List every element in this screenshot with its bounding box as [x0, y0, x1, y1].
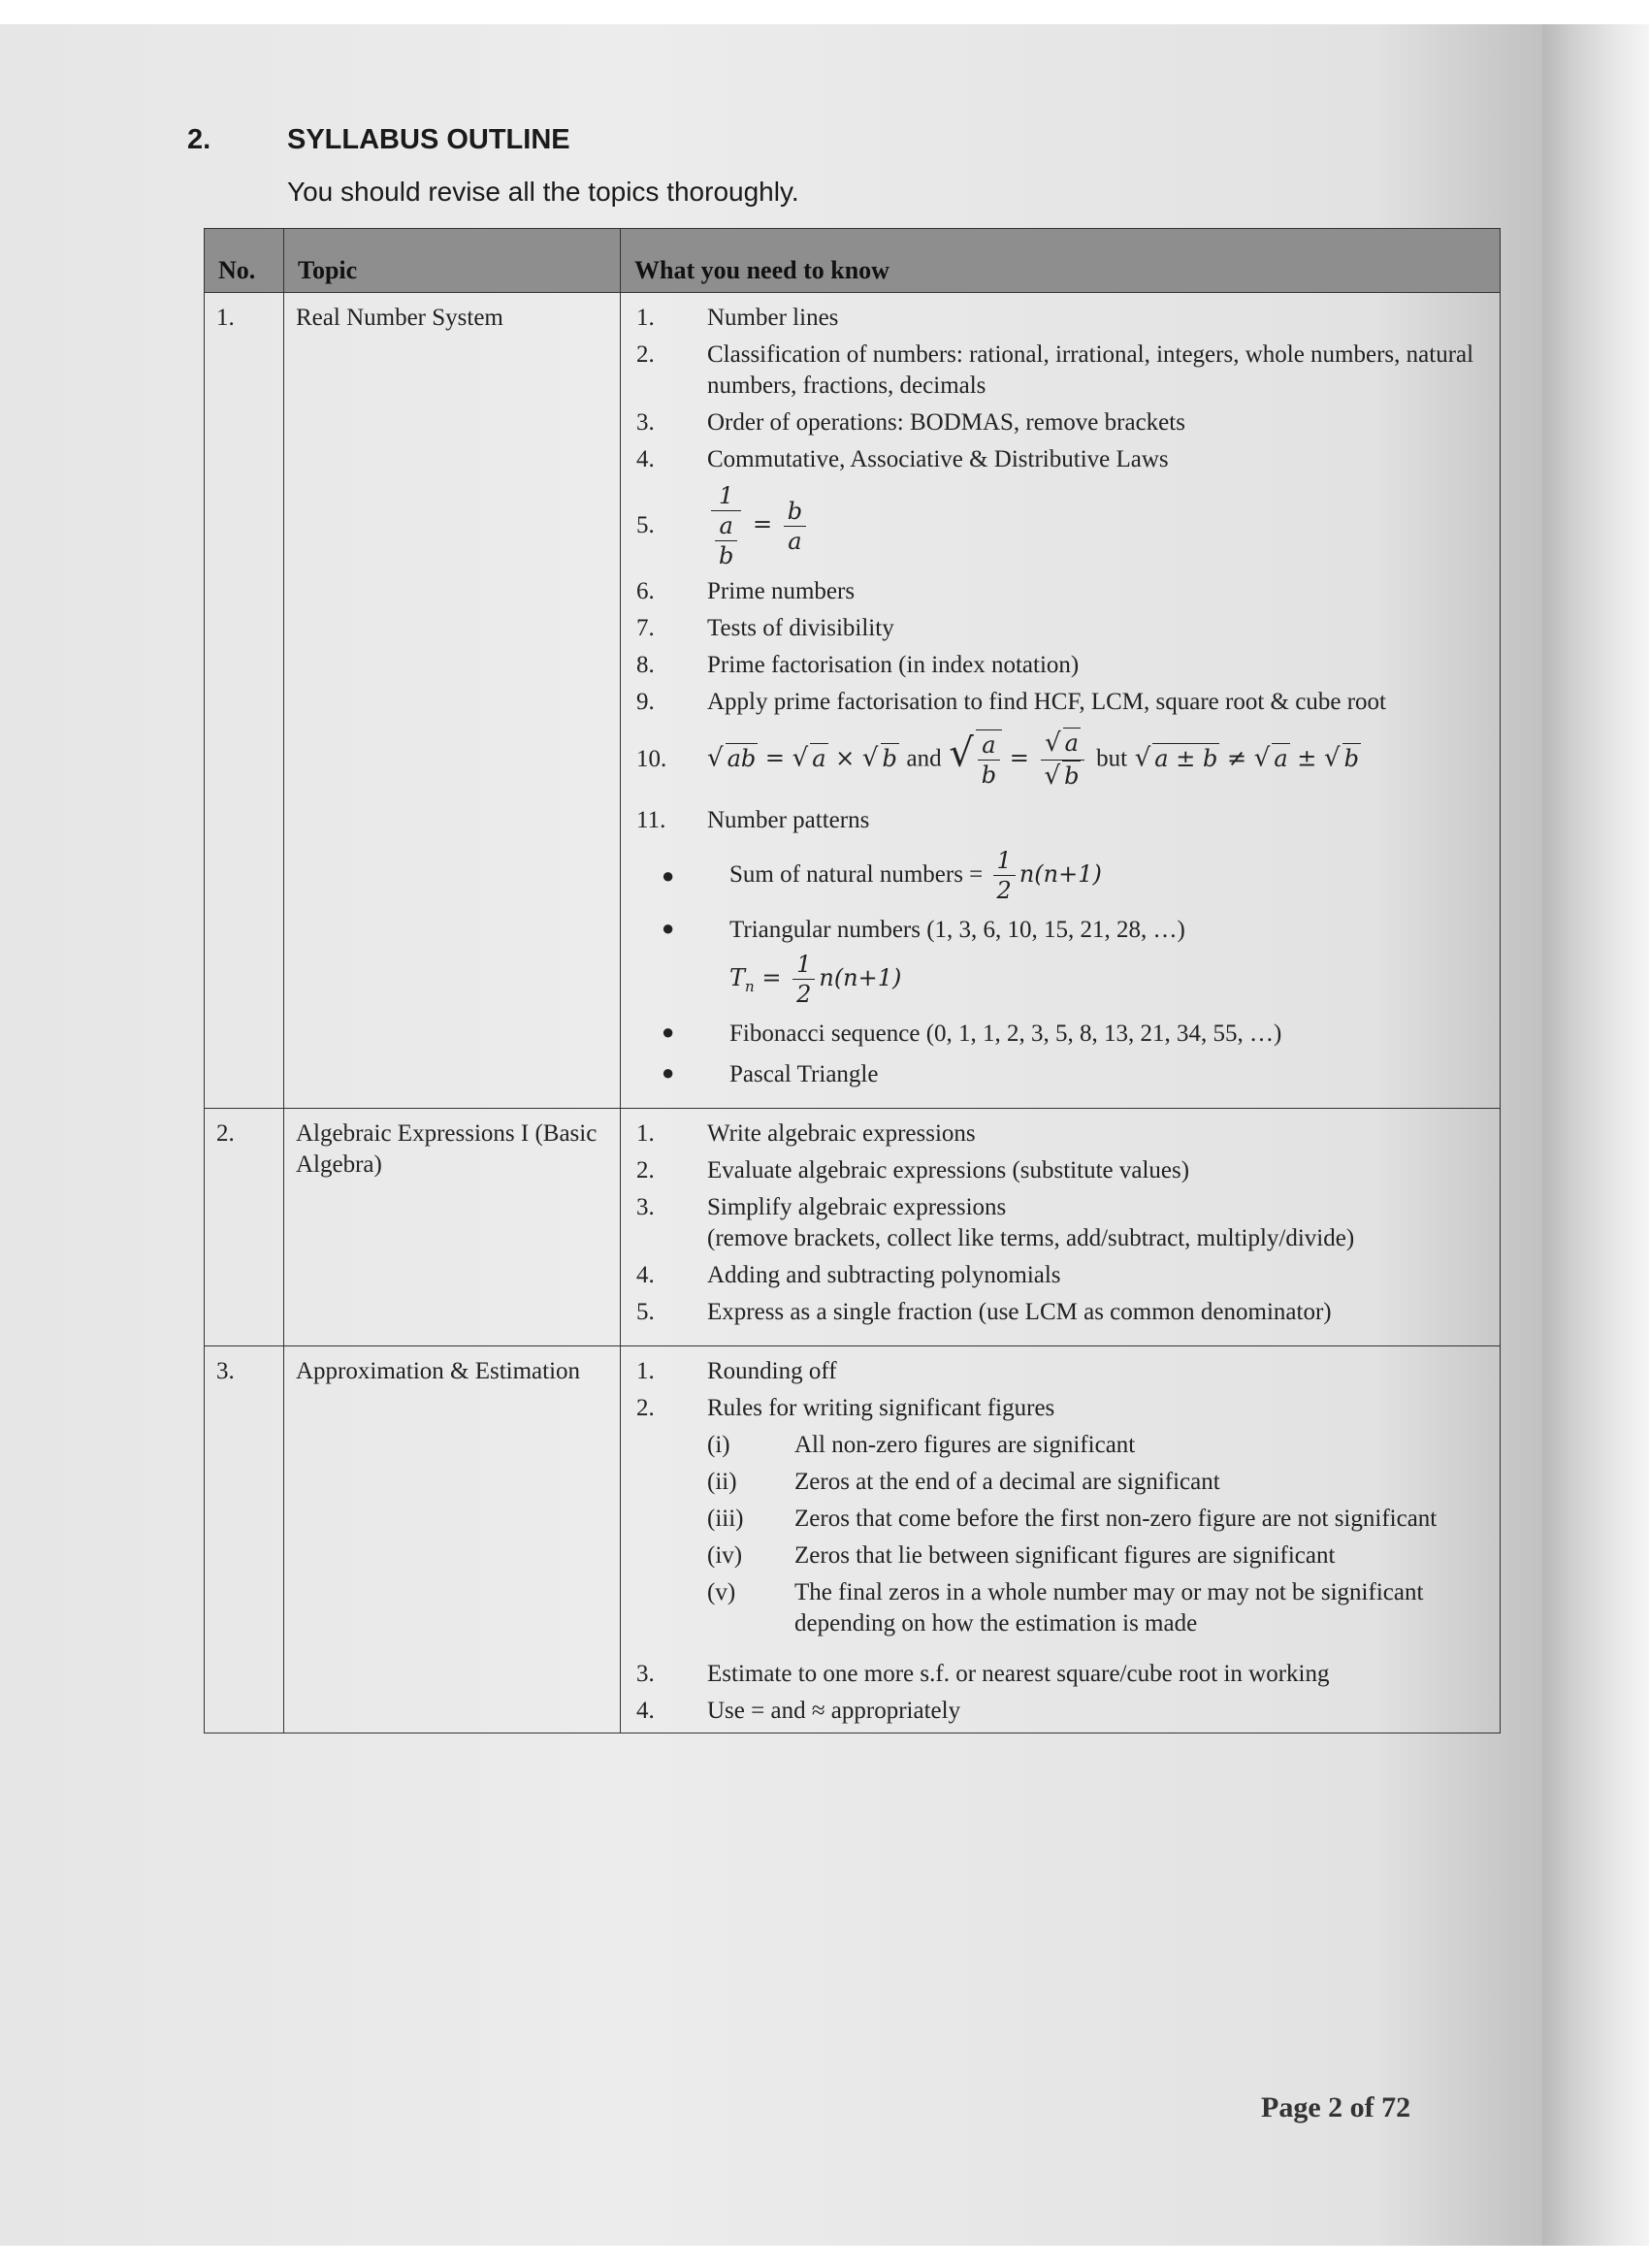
table-header-row — [205, 229, 1501, 293]
sub-item: (v) The final zeros in a whole number may or may not be significant depending on how the estimation is made — [707, 1579, 1424, 1637]
row-topic: Algebraic Expressions I (Basic Algebra) — [284, 1109, 621, 1346]
list-item-surd-rules: 10. √ ab = √ a × √ b and √ $\frac{a}{b}$ = $\frac{√ a}{√ b}$ but √ a ± b ≠ √ a ± √ b — [632, 728, 1488, 792]
header-no: No. — [205, 229, 284, 293]
page-spine-shadow — [1542, 24, 1649, 2246]
section-title: SYLLABUS OUTLINE — [287, 124, 570, 155]
syllabus-table — [204, 228, 1501, 1733]
row-details — [621, 1109, 1501, 1346]
section-intro: You should revise all the topics thoroughly. — [287, 177, 799, 207]
sub-item: (ii) Zeros at the end of a decimal are significant — [707, 1469, 1220, 1496]
list-item: 1. Rounding off — [636, 1358, 837, 1385]
list-item: 11. Number patterns — [636, 807, 870, 834]
row-number: 2. — [205, 1109, 284, 1346]
list-item: 2. Rules for writing significant figures (i) All non-zero figures are significant (ii) Zeros at the end of a decimal are significant (iii) Zeros that come before the first non-zero figure are not significant (iv) Zeros that lie between significant figures are significant (v) The final zeros in a whole number may or may not be significant depending on how the estimation is made — [632, 1393, 1488, 1645]
bullet-item: ● Fibonacci sequence (0, 1, 1, 2, 3, 5, 8, 13, 21, 34, 55, …) — [662, 1020, 1282, 1048]
list-item: 2. Classification of numbers: rational, irrational, integers, whole numbers, natural numbers, fractions, decimals — [636, 341, 1474, 400]
row-details — [621, 293, 1501, 1109]
list-item-reciprocal-formula: 5. $\frac{1}{\frac{a}{b}}$ = $\frac{b}{a}$ — [632, 481, 1488, 570]
page-number: Page 2 of 72 — [1261, 2091, 1411, 2123]
list-item: 1. Number lines — [636, 305, 839, 332]
header-topic: Topic — [284, 229, 621, 293]
section-heading — [187, 124, 570, 156]
row-topic: Approximation & Estimation — [284, 1346, 621, 1733]
header-what-to-know: What you need to know — [621, 229, 1501, 293]
list-item: 4. Commutative, Associative & Distributive Laws — [636, 446, 1169, 473]
list-item: 1. Write algebraic expressions — [636, 1120, 976, 1148]
section-number: 2. — [187, 124, 211, 155]
row-details — [621, 1346, 1501, 1733]
list-item: 5. Express as a single fraction (use LCM as common denominator) — [636, 1299, 1332, 1326]
list-item: 3. Order of operations: BODMAS, remove brackets — [636, 409, 1185, 437]
bullet-item: ● Triangular numbers (1, 3, 6, 10, 15, 21, 28, …) $T_n$ = $\frac{1}{2}$ n(n+1) — [662, 916, 1185, 1009]
list-item: 4. Use = and ≈ appropriately — [636, 1698, 961, 1725]
table-row — [205, 1109, 1501, 1346]
row-number: 1. — [205, 293, 284, 1109]
row-topic: Real Number System — [284, 293, 621, 1109]
reciprocal-formula: $\frac{1}{\frac{a}{b}}$ = $\frac{b}{a}$ — [707, 481, 1488, 570]
list-item: 7. Tests of divisibility — [636, 615, 894, 642]
list-item: 2. Evaluate algebraic expressions (substitute values) — [636, 1157, 1190, 1184]
sub-item: (iii) Zeros that come before the first non-zero figure are not significant — [707, 1506, 1438, 1533]
list-item: 3. Estimate to one more s.f. or nearest square/cube root in working — [636, 1661, 1330, 1688]
row-number: 3. — [205, 1346, 284, 1733]
sub-item: (i) All non-zero figures are significant — [707, 1432, 1136, 1459]
list-item: 3. Simplify algebraic expressions (remove brackets, collect like terms, add/subtract, multiply/divide) — [636, 1194, 1355, 1252]
list-item: 4. Adding and subtracting polynomials — [636, 1262, 1061, 1289]
table-row — [205, 1346, 1501, 1733]
list-item: 9. Apply prime factorisation to find HCF, LCM, square root & cube root — [636, 689, 1386, 716]
list-item: 6. Prime numbers — [636, 578, 856, 605]
table-row — [205, 293, 1501, 1109]
sub-item: (iv) Zeros that lie between significant figures are significant — [707, 1542, 1336, 1570]
list-item: 8. Prime factorisation (in index notation) — [636, 652, 1080, 679]
bullet-item: ● Pascal Triangle — [662, 1060, 879, 1088]
bullet-item: ● Sum of natural numbers = $\frac{1}{2}$ n(n+1) — [662, 847, 1102, 905]
surd-rules-formula: √ ab = √ a × √ b and √ $\frac{a}{b}$ = $\frac{√ a}{√ b}$ but √ a ± b ≠ √ a ± √ b — [707, 729, 1359, 791]
